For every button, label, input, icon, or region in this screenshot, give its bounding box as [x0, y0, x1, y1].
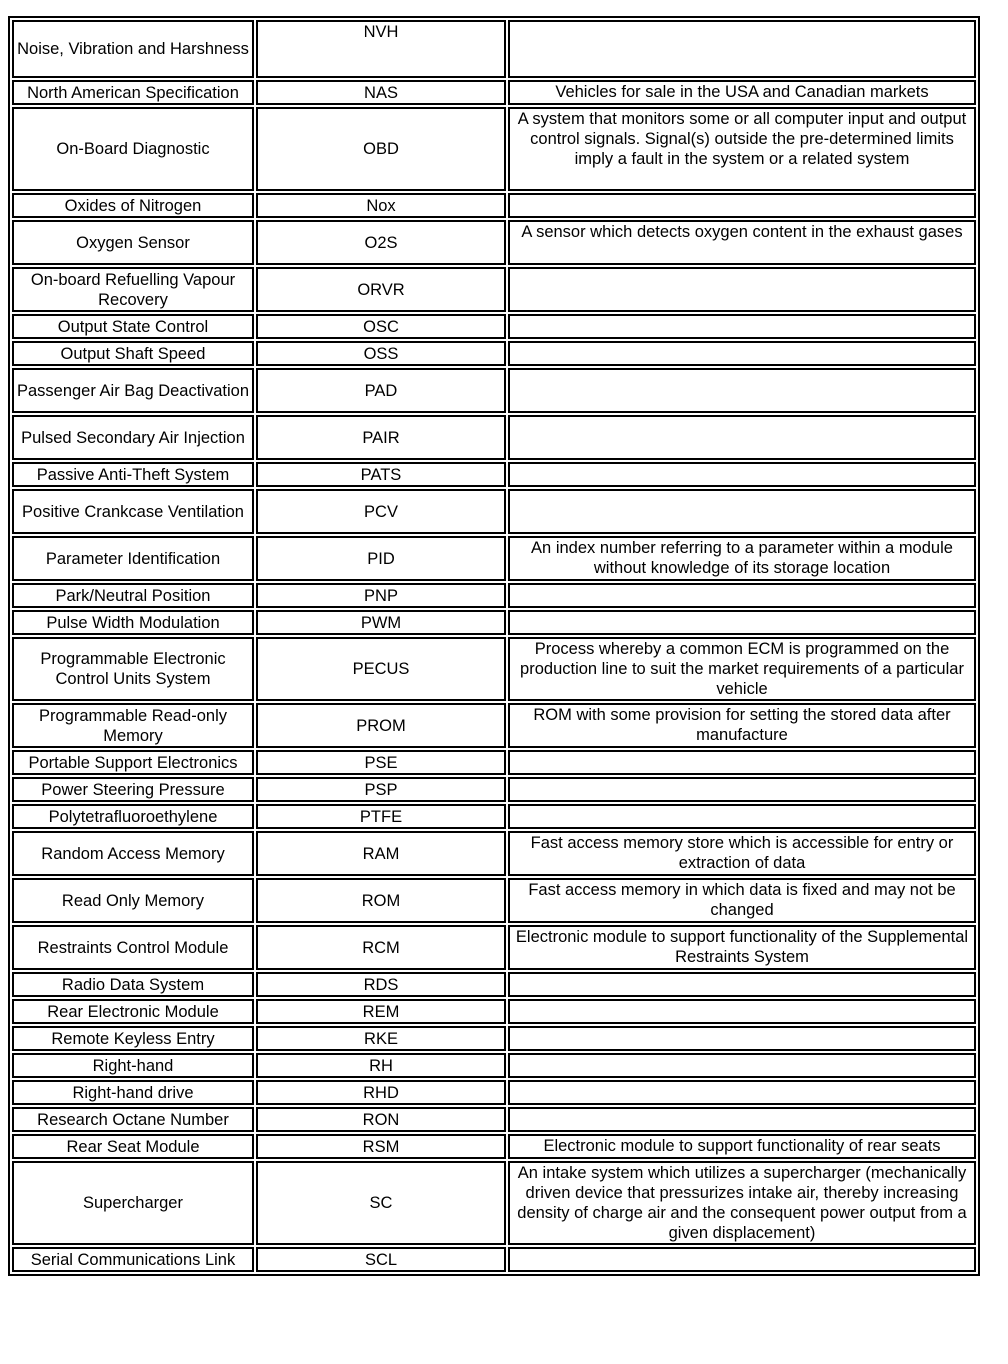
abbreviation-cell: PROM — [256, 703, 506, 748]
description-cell: A sensor which detects oxygen content in the exhaust gases — [508, 220, 976, 265]
term-cell: Passenger Air Bag Deactivation — [12, 368, 254, 413]
table-row — [12, 804, 976, 829]
term-cell: Noise, Vibration and Harshness — [12, 20, 254, 78]
term-cell: Output Shaft Speed — [12, 341, 254, 366]
abbreviation-cell: NVH — [256, 20, 506, 78]
table-row — [12, 583, 976, 608]
term-cell: Right-hand drive — [12, 1080, 254, 1105]
abbreviation-cell: PNP — [256, 583, 506, 608]
abbreviation-cell: RH — [256, 1053, 506, 1078]
description-cell: Process whereby a common ECM is programmed on the production line to suit the market requirements of a particular vehicle — [508, 637, 976, 701]
abbreviation-cell: RKE — [256, 1026, 506, 1051]
term-cell: Read Only Memory — [12, 878, 254, 923]
table-row — [12, 80, 976, 105]
table-row — [12, 878, 976, 923]
abbreviation-cell: RON — [256, 1107, 506, 1132]
term-cell: Pulsed Secondary Air Injection — [12, 415, 254, 460]
abbreviation-cell: PID — [256, 536, 506, 581]
description-cell: An intake system which utilizes a supercharger (mechanically driven device that pressurizes intake air, thereby increasing density of charge air and the consequent power output from a given displacement) — [508, 1161, 976, 1245]
table-row — [12, 20, 976, 78]
abbreviations-table — [8, 16, 980, 1276]
description-cell — [508, 368, 976, 413]
abbreviation-cell: SC — [256, 1161, 506, 1245]
abbreviation-cell: OSC — [256, 314, 506, 339]
description-cell — [508, 267, 976, 312]
term-cell: Positive Crankcase Ventilation — [12, 489, 254, 534]
table-row — [12, 107, 976, 191]
abbreviation-cell: RSM — [256, 1134, 506, 1159]
abbreviation-cell: NAS — [256, 80, 506, 105]
term-cell: Radio Data System — [12, 972, 254, 997]
description-cell — [508, 193, 976, 218]
table-row — [12, 831, 976, 876]
abbreviation-cell: PSP — [256, 777, 506, 802]
term-cell: Oxygen Sensor — [12, 220, 254, 265]
table-row — [12, 777, 976, 802]
abbreviation-cell: PWM — [256, 610, 506, 635]
term-cell: Serial Communications Link — [12, 1247, 254, 1272]
term-cell: Programmable Read-only Memory — [12, 703, 254, 748]
description-cell: Electronic module to support functionality of the Supplemental Restraints System — [508, 925, 976, 970]
abbreviation-cell: PECUS — [256, 637, 506, 701]
abbreviation-cell: PTFE — [256, 804, 506, 829]
term-cell: Output State Control — [12, 314, 254, 339]
table-row — [12, 610, 976, 635]
abbreviation-cell: ROM — [256, 878, 506, 923]
description-cell: A system that monitors some or all computer input and output control signals. Signal(s) outside the pre-determined limits imply a fault in the system or a related system — [508, 107, 976, 191]
table-row — [12, 489, 976, 534]
term-cell: Polytetrafluoroethylene — [12, 804, 254, 829]
term-cell: Parameter Identification — [12, 536, 254, 581]
description-cell — [508, 1053, 976, 1078]
term-cell: Restraints Control Module — [12, 925, 254, 970]
table-row — [12, 1107, 976, 1132]
table-row — [12, 1053, 976, 1078]
table-row — [12, 703, 976, 748]
description-cell: ROM with some provision for setting the stored data after manufacture — [508, 703, 976, 748]
table-row — [12, 220, 976, 265]
term-cell: Random Access Memory — [12, 831, 254, 876]
term-cell: Portable Support Electronics — [12, 750, 254, 775]
abbreviation-cell: PSE — [256, 750, 506, 775]
description-cell: Electronic module to support functionality of rear seats — [508, 1134, 976, 1159]
description-cell — [508, 314, 976, 339]
table-row — [12, 415, 976, 460]
table-row — [12, 1026, 976, 1051]
description-cell — [508, 1026, 976, 1051]
description-cell — [508, 489, 976, 534]
table-row — [12, 341, 976, 366]
table-row — [12, 972, 976, 997]
description-cell — [508, 20, 976, 78]
table-row — [12, 267, 976, 312]
term-cell: Pulse Width Modulation — [12, 610, 254, 635]
table-row — [12, 750, 976, 775]
abbreviation-cell: RDS — [256, 972, 506, 997]
table-row — [12, 536, 976, 581]
abbreviation-cell: ORVR — [256, 267, 506, 312]
abbreviation-cell: SCL — [256, 1247, 506, 1272]
description-cell — [508, 415, 976, 460]
term-cell: On-Board Diagnostic — [12, 107, 254, 191]
abbreviation-cell: PAD — [256, 368, 506, 413]
abbreviation-cell: RCM — [256, 925, 506, 970]
term-cell: Supercharger — [12, 1161, 254, 1245]
table-row — [12, 1247, 976, 1272]
table-row — [12, 462, 976, 487]
term-cell: Oxides of Nitrogen — [12, 193, 254, 218]
description-cell: Fast access memory store which is accessible for entry or extraction of data — [508, 831, 976, 876]
table-row — [12, 999, 976, 1024]
table-row — [12, 368, 976, 413]
term-cell: Programmable Electronic Control Units System — [12, 637, 254, 701]
term-cell: Rear Seat Module — [12, 1134, 254, 1159]
table-row — [12, 925, 976, 970]
table-row — [12, 314, 976, 339]
description-cell — [508, 777, 976, 802]
term-cell: Right-hand — [12, 1053, 254, 1078]
description-cell — [508, 750, 976, 775]
abbreviation-cell: RAM — [256, 831, 506, 876]
description-cell — [508, 610, 976, 635]
description-cell — [508, 804, 976, 829]
abbreviation-cell: Nox — [256, 193, 506, 218]
description-cell — [508, 1080, 976, 1105]
table-row — [12, 193, 976, 218]
abbreviation-cell: OSS — [256, 341, 506, 366]
term-cell: Rear Electronic Module — [12, 999, 254, 1024]
description-cell — [508, 1247, 976, 1272]
term-cell: Power Steering Pressure — [12, 777, 254, 802]
table-row — [12, 1161, 976, 1245]
table-row — [12, 1080, 976, 1105]
term-cell: Remote Keyless Entry — [12, 1026, 254, 1051]
table-row — [12, 1134, 976, 1159]
description-cell — [508, 583, 976, 608]
term-cell: North American Specification — [12, 80, 254, 105]
abbreviation-cell: PATS — [256, 462, 506, 487]
term-cell: On-board Refuelling Vapour Recovery — [12, 267, 254, 312]
abbreviation-cell: RHD — [256, 1080, 506, 1105]
table-row — [12, 637, 976, 701]
abbreviation-cell: O2S — [256, 220, 506, 265]
abbreviation-cell: OBD — [256, 107, 506, 191]
abbreviation-cell: REM — [256, 999, 506, 1024]
description-cell: An index number referring to a parameter within a module without knowledge of its storage location — [508, 536, 976, 581]
abbreviation-cell: PCV — [256, 489, 506, 534]
abbreviation-cell: PAIR — [256, 415, 506, 460]
description-cell — [508, 972, 976, 997]
description-cell — [508, 341, 976, 366]
term-cell: Passive Anti-Theft System — [12, 462, 254, 487]
description-cell: Vehicles for sale in the USA and Canadian markets — [508, 80, 976, 105]
term-cell: Research Octane Number — [12, 1107, 254, 1132]
description-cell — [508, 1107, 976, 1132]
description-cell: Fast access memory in which data is fixed and may not be changed — [508, 878, 976, 923]
description-cell — [508, 999, 976, 1024]
term-cell: Park/Neutral Position — [12, 583, 254, 608]
description-cell — [508, 462, 976, 487]
